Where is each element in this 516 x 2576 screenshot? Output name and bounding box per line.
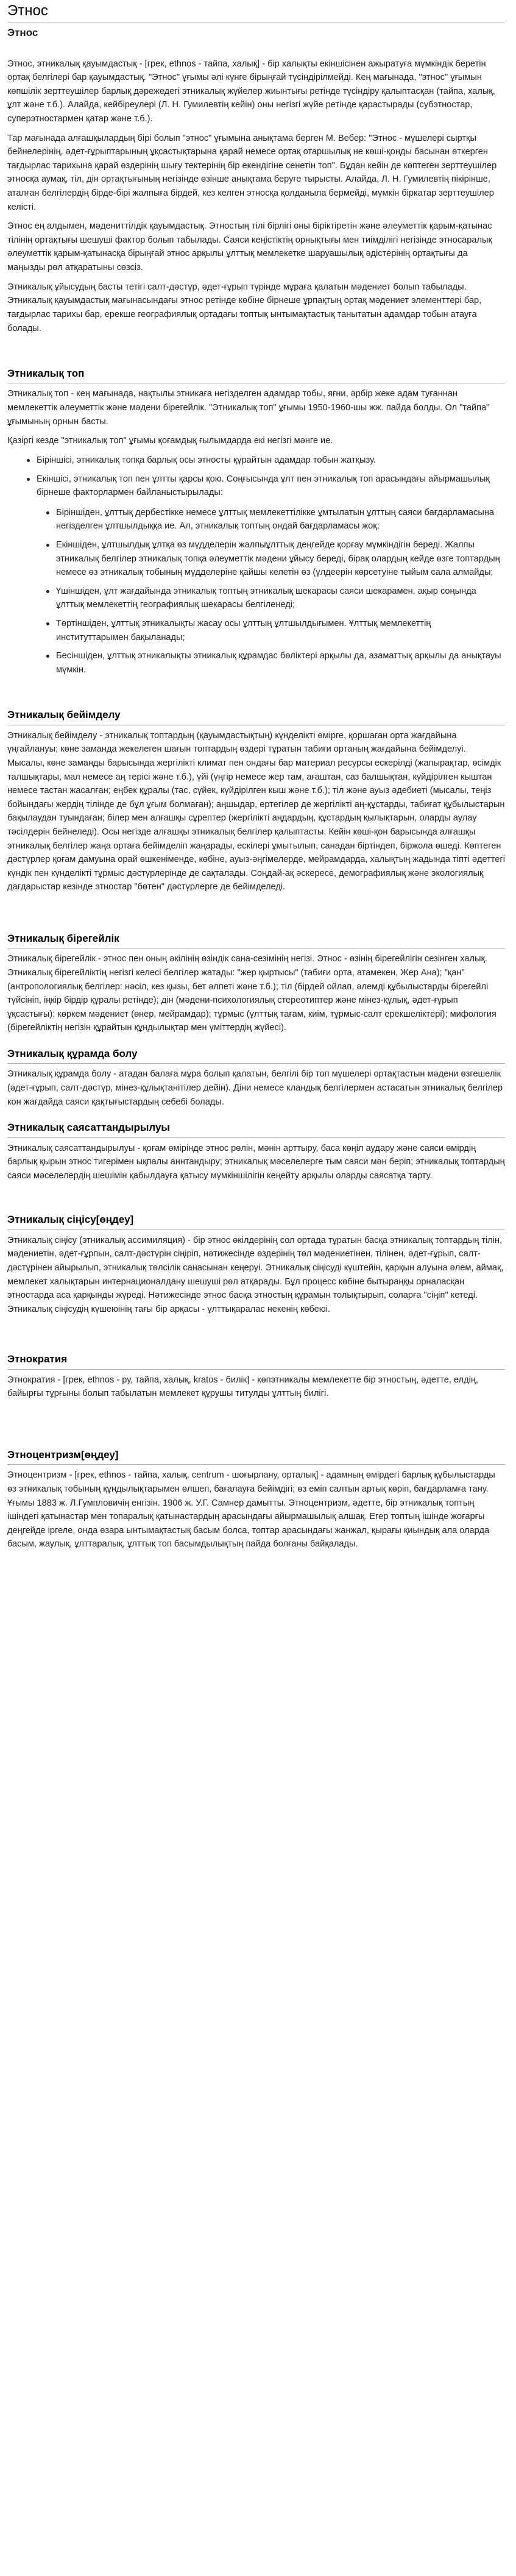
section-ethnic-group [7,366,505,677]
bullet-list [7,454,505,677]
section-heading: Этникалық бірегейлік [7,931,505,948]
list-item-text: Екіншісі, этникалық топ пен ұлтты қарсы қою. Соңғысында ұлт пен этникалық топ арасындағы айырмашылық бірнеше факторлармен байланыстырылады: [37,474,490,498]
section-heading: Этноцентризм[өңдеу] [7,1447,505,1465]
intro-paragraph: Этнос ең алдымен, мәдениттілдік қауымдастық. Этностың тілі бірлігі оны біріктіретін және әлеуметтік қарым-қатынас тілінің ортақтығы шешуші фактор болып табылады. Саяси кеңістіктің орнықтығы мен тиімділігі негізінде этносаралық әлеуметтік қарым-қатынасқа бірыңғай этнос арқылы ұлттық мемлекетке шаруашылық әдістерінің ортақтығы да маңызды рөл атқаратыны сөзсіз. [7,221,492,273]
section-paragraph: Қазіргі кезде "этникалық топ" ұғымы қоғамдық ғылымдарда екі негізгі мәнге ие. [7,436,333,446]
section-paragraph: Этникалық топ - кең мағынада, нақтылы этникаға негізделген адамдар тобы, яғни, әрбір жеке адам туғаннан мемлекеттік әлеуметтік және мәдени бірегейлік. "Этникалық топ" ұғымы 1950-1960-шы жж. пайда болды. Ол "тайпа" ұғымының орнын басты. [7,389,490,427]
section-heading: Этникалық саясаттандырылуы [7,1120,505,1137]
section-paragraph: Этникалық бірегейлік - этнос пен оның әкілінің өзіндік сана-сезімінің негізі. Этнос - өзінің бірегейлігін сезінген халық. Этникалық бірегейліктің негізгі келесі белгілер жатады: "жер қыртысы" (табиғи орта, атамекен, Жер Ана); "қан" (антропологиялық белгілер: нәсіл, кез қызы, бет әлпеті және т.б.); тіл (бірдей ойлап, әлемді құбылыстарды бірегейлі түйсініп, іңкір бірдір құралы ретінде); дін (мәдени-психологиялық стереотиптер және мінез-құлық, әдет-ғұрып ұқсастығы); көркем мәдениет (өнер, мейрамдар); тұрмыс (ұлттық тағам, киім, тұрмыс-салт ерекшеліктері); мифология (бірегейліктің негізін құрайтын құндылықтар мен үміттердің жүйесі). [7,954,497,1033]
list-item: Екіншіден, ұлтшылдық ұлтқа өз мүдделерін жалпыұлттық деңгейде қорғау мүмкіндігін береді. Жалпы этникалық белгілер этникалық топқа әлеуметтік мәдени ұйысу береді, бірақ олардың кейде өзге топтардың немесе өз этникалық тобының мүдделеріне қайшы келетін өз (үлдеерін көрсетуіне тыйым сала алмайды; [56,538,505,580]
page-title: Этнос [7,2,48,19]
section-paragraph: Этнократия - [грек, ethnos - ру, тайпа, халық, kratos - билік] - көпэтникалы мемлекетте бір этностың, әдетте, елдің, байырғы тұрғыны болып табылатын мемлекет құрушы титулды ұлттың билігі. [7,1375,478,1399]
list-item [37,472,505,677]
intro-section [7,57,505,336]
list-item: Біріншіден, ұлттық дербестікке немесе ұлттық мемлекеттілікке ұмтылатын ұлттың саяси бағдарламасына негізделген ұлтшылдыққа ие. Ал, этникалық топтың ондай бағдарламасы жоқ; [56,506,505,533]
article-subtitle: Этнос [7,27,38,39]
section-heading: Этникалық бейімделу [7,707,505,725]
section-heading: Этникалық сіңісу[өңдеу] [7,1212,505,1229]
section-paragraph: Этникалық саясаттандырылуы - қоғам өмірінде этнос рөлін, мәнін арттыру, баса көңіл аудару және саяси өмірдің барлық қырын этнос тигерімен ықпалы аннтандыру; этникалық мәселелерге тым саяси мән беріп; этникалық топтардың саяси мәселелердің шешімін қабылдауға қатысу мүмкіншілігін кеңейту арқылы оларды саясатқа тарту. [7,1143,505,1181]
section-heading: Этникалық топ [7,366,505,383]
section-ethnic-assimilation [7,1212,505,1316]
nested-bullet-list [37,506,505,677]
section-ethnocentrism [7,1447,505,1551]
list-item: Төртіншіден, ұлттық этникалықты жасау осы ұлттың ұлтшылдығымен. Ұлттық мемлекеттің институттарымен бақыланады; [56,617,505,644]
section-heading: Этнократия [7,1351,505,1369]
list-item-text: Біріншісі, этникалық топқа барлық осы этносты құрайтын адамдар тобын жатқызу. [37,455,376,465]
list-item: Үшіншіден, ұлт жағдайында этникалық топтың этникалық шекарасы саяси шекарамен, ақыр соңында ұлттық мемлекеттің географиялық шекарасы белгіленеді; [56,585,505,612]
list-item: Бесіншіден, ұлттық этникалықты этникалық құрамдас бөліктері арқылы да, азаматтық арқылы да анықтауы мүмкін. [56,649,505,677]
section-paragraph: Этноцентризм - [грек, ethnos - тайпа, халық, centrum - шоғырлану, орталық] - адамның өмірдегі барлық құбылыстарды өз этникалық тобының құндылықтарымен өлшеп, бағалауға бейімдігі; өз еміп салтын артық көріп, бағдарламға тану. Ұғымы 1883 ж. Л.Гумпловичің енгізін. 1906 ж. У.Г. Самнер дамытты. Этноцентризм, әдетте, бір этникалық топтың ішіндегі қатынастар мен топаралық қатынастардың арасындағы айырмашылық алшақ. Егер топтың ішінде жоғарғы деңгейде іргеле, онда өзара ынтымақтастық басым болса, топтар арасындағы жанжал, қырағы қиындық ала оларда басым, жаулық, ұлттаралық, ұлттық топ басымдылықтың пайда болғаны байқалады. [7,1470,495,1550]
section-ethnocracy [7,1351,505,1401]
list-item [37,454,505,468]
section-heading: Этникалық құрамда болу [7,1046,505,1064]
section-paragraph: Этникалық құрамда болу - атадан балаға мұра болып қалатын, белгілі бір топ мүшелері ортақтастын мәдени өзгешелік (әдет-ғұрып, салт-дәстүр, мінез-құлықтанітілер дейін). Діни немесе кландық белгілермен астасатын этникалық белгілер кон жағдайда саяси қақтығыстардың себебі болады. [7,1069,503,1107]
intro-paragraph: Этникалық ұйысудың басты тетігі салт-дәстүр, әдет-ғұрып түрінде мұраға қалатын мәдениет болып табылады. Этникалық қауымдастық мағынасындағы этнос ретінде көбіне бірнеше ұрпақтың ортақ мәдениет элементтері бар, тағдырлас тарихы бар, ерекше географиялық ортадағы топтық ынтымақтастық танытатын адамдар тобын атауға болады. [7,282,482,333]
section-ethnic-composition [7,1046,505,1109]
intro-paragraph: Этнос, этникалық қауымдастық - [грек, ethnos - тайпа, халық] - бір халықты екіншісінен ажыратуға мүмкіндік беретін ортақ белгілері бар қауымдастық. "Этнос" ұғымы әлі күнге бірыңғай түсіндірілмейді. Кең мағынада, "этнос" ұғымын көпшілік зерттеушілер барлық дәрежедегі этникалық жүйелер жиынтығы ретінде түсіндіру қалыптасқан (тайпа, халық, ұлт және т.б.). Алайда, кейбіреулері (Л. Н. Гумилевтің кейін) оны негізгі жүйе ретінде қарастырады (субэтностар, суперэтностармен қатар және т.б.). [7,59,495,124]
section-ethnic-identity [7,931,505,1035]
section-paragraph: Этникалық бейімделу - этникалық топтардың (қауымдастықтың) күнделікті өмірге, қоршаған орта жағдайына үңгайлануы; көне заманда жекелеген шағын топтардың өздері тұратын табиғи ортаның жағдайына бейімделуі. Мысалы, көне заманды барысында жергілікті климат пен ондағы бар материал ресурсы ескерілді (жапырақтар, өсімдік талшықтары, мал немесе аң терісі және т.б.), үйі (үңгір немесе жер там, ағаштан, саз балшықтан, күйдірілген кыштан немесе тастан жасалған; еңбек құралы (тас, сүйек, күйдірілген кыш және т.б.); тіл және ауыз әдебиеті (мысалы, теңіз бойындағы жердің тілінде де бұл ұғым болмаған); аңшыдар, ертегілер де жергілікті аң-құстарды, табиғат құбылыстарын бақылаудан туындаған; білер мен алғашқы сұрептер (жергілікті аңдардың, құстардың қылықтарын, оларды аулау тәсілдерін бейнеледі). Осы негізде алғашқы этникалық белгілер қалыптасты. Кейін көші-қон барысында алғашқы этникалық белгілер жаңа ортаға бейімделіп жаңарады, ескілері ұмытылып, санадан біртіндеп, біржола өшеді. Көптеген дәстүрлер қоғам дамуына орай өшкеніменде, көбіне, ауыз-әңгімелерде, мейрамдарда, халықтың жадында тіпті әдеттегі күндік пен күнделікті тұрмыс дәстүрлерінде де сақталады. Соңдай-ақ әскересе, демографиялық және экологиялық дағдарыстар кезінде этностар "бөтен" дәстүрлерге де бейімделеді. [7,730,505,892]
section-ethnic-adaptation [7,707,505,894]
section-paragraph: Этникалық сіңісу (этникалық ассимиляция) - бір этнос өкілдерінің сол ортада тұратын басқа этникалық топтардың тілін, мәдениетін, әдет-ғұрпын, салт-дәстүрін сіңіріп, нәтижесінде өздерінің төл мәдениетінен, тілінен, әдет-ғұрып, салт-дәстүрінен айырылып, этникалық төлсілік санасынан кеңеруі. Этникалық сіңісуді күштейін, қарқын алуына әлем, аймақ, мемлекет халықтарын интернационалдану шешуші рөл атқарады. Бұл процесс көбіне бытыраңқы орналасқан этностарда аса қарқынды жүреді. Нәтижесінде этнос басқа этностың құрамын толықтырып, соларға "сіңіп" кетеді. Этникалық сіңісудің күшеюінің тағы бір арқасы - ұлттықаралас некенің көбеюі. [7,1235,504,1314]
section-ethnic-politicization [7,1120,505,1183]
intro-paragraph: Тар мағынада алғашқылардың бірі болып "этнос" ұғымына анықтама берген М. Вебер: "Этнос - мүшелері сыртқы бейнелерінің, әдет-ғұрыптарының ұқсастықтарына қарай немесе ортақ отаршылық не көші-қонды басынан өткерген тағдырлас тарихына қарай өздерінің шығу тектерінің бір екендігіне сенетін топ". Бұдан кейін де көптеген зерттеушілер этносқа аумақ, тіл, дін ортақтығының негізінде өзінше анықтама беруге тырысты. Алайда, Л. Н. Гумилевтің пікірінше, аталған белгілердің бірде-бірі жалпыға бірдей, кез келген этносқа қолданыла бермейді, мүмкін біркатар зерттеушілер келісті. [7,133,497,212]
